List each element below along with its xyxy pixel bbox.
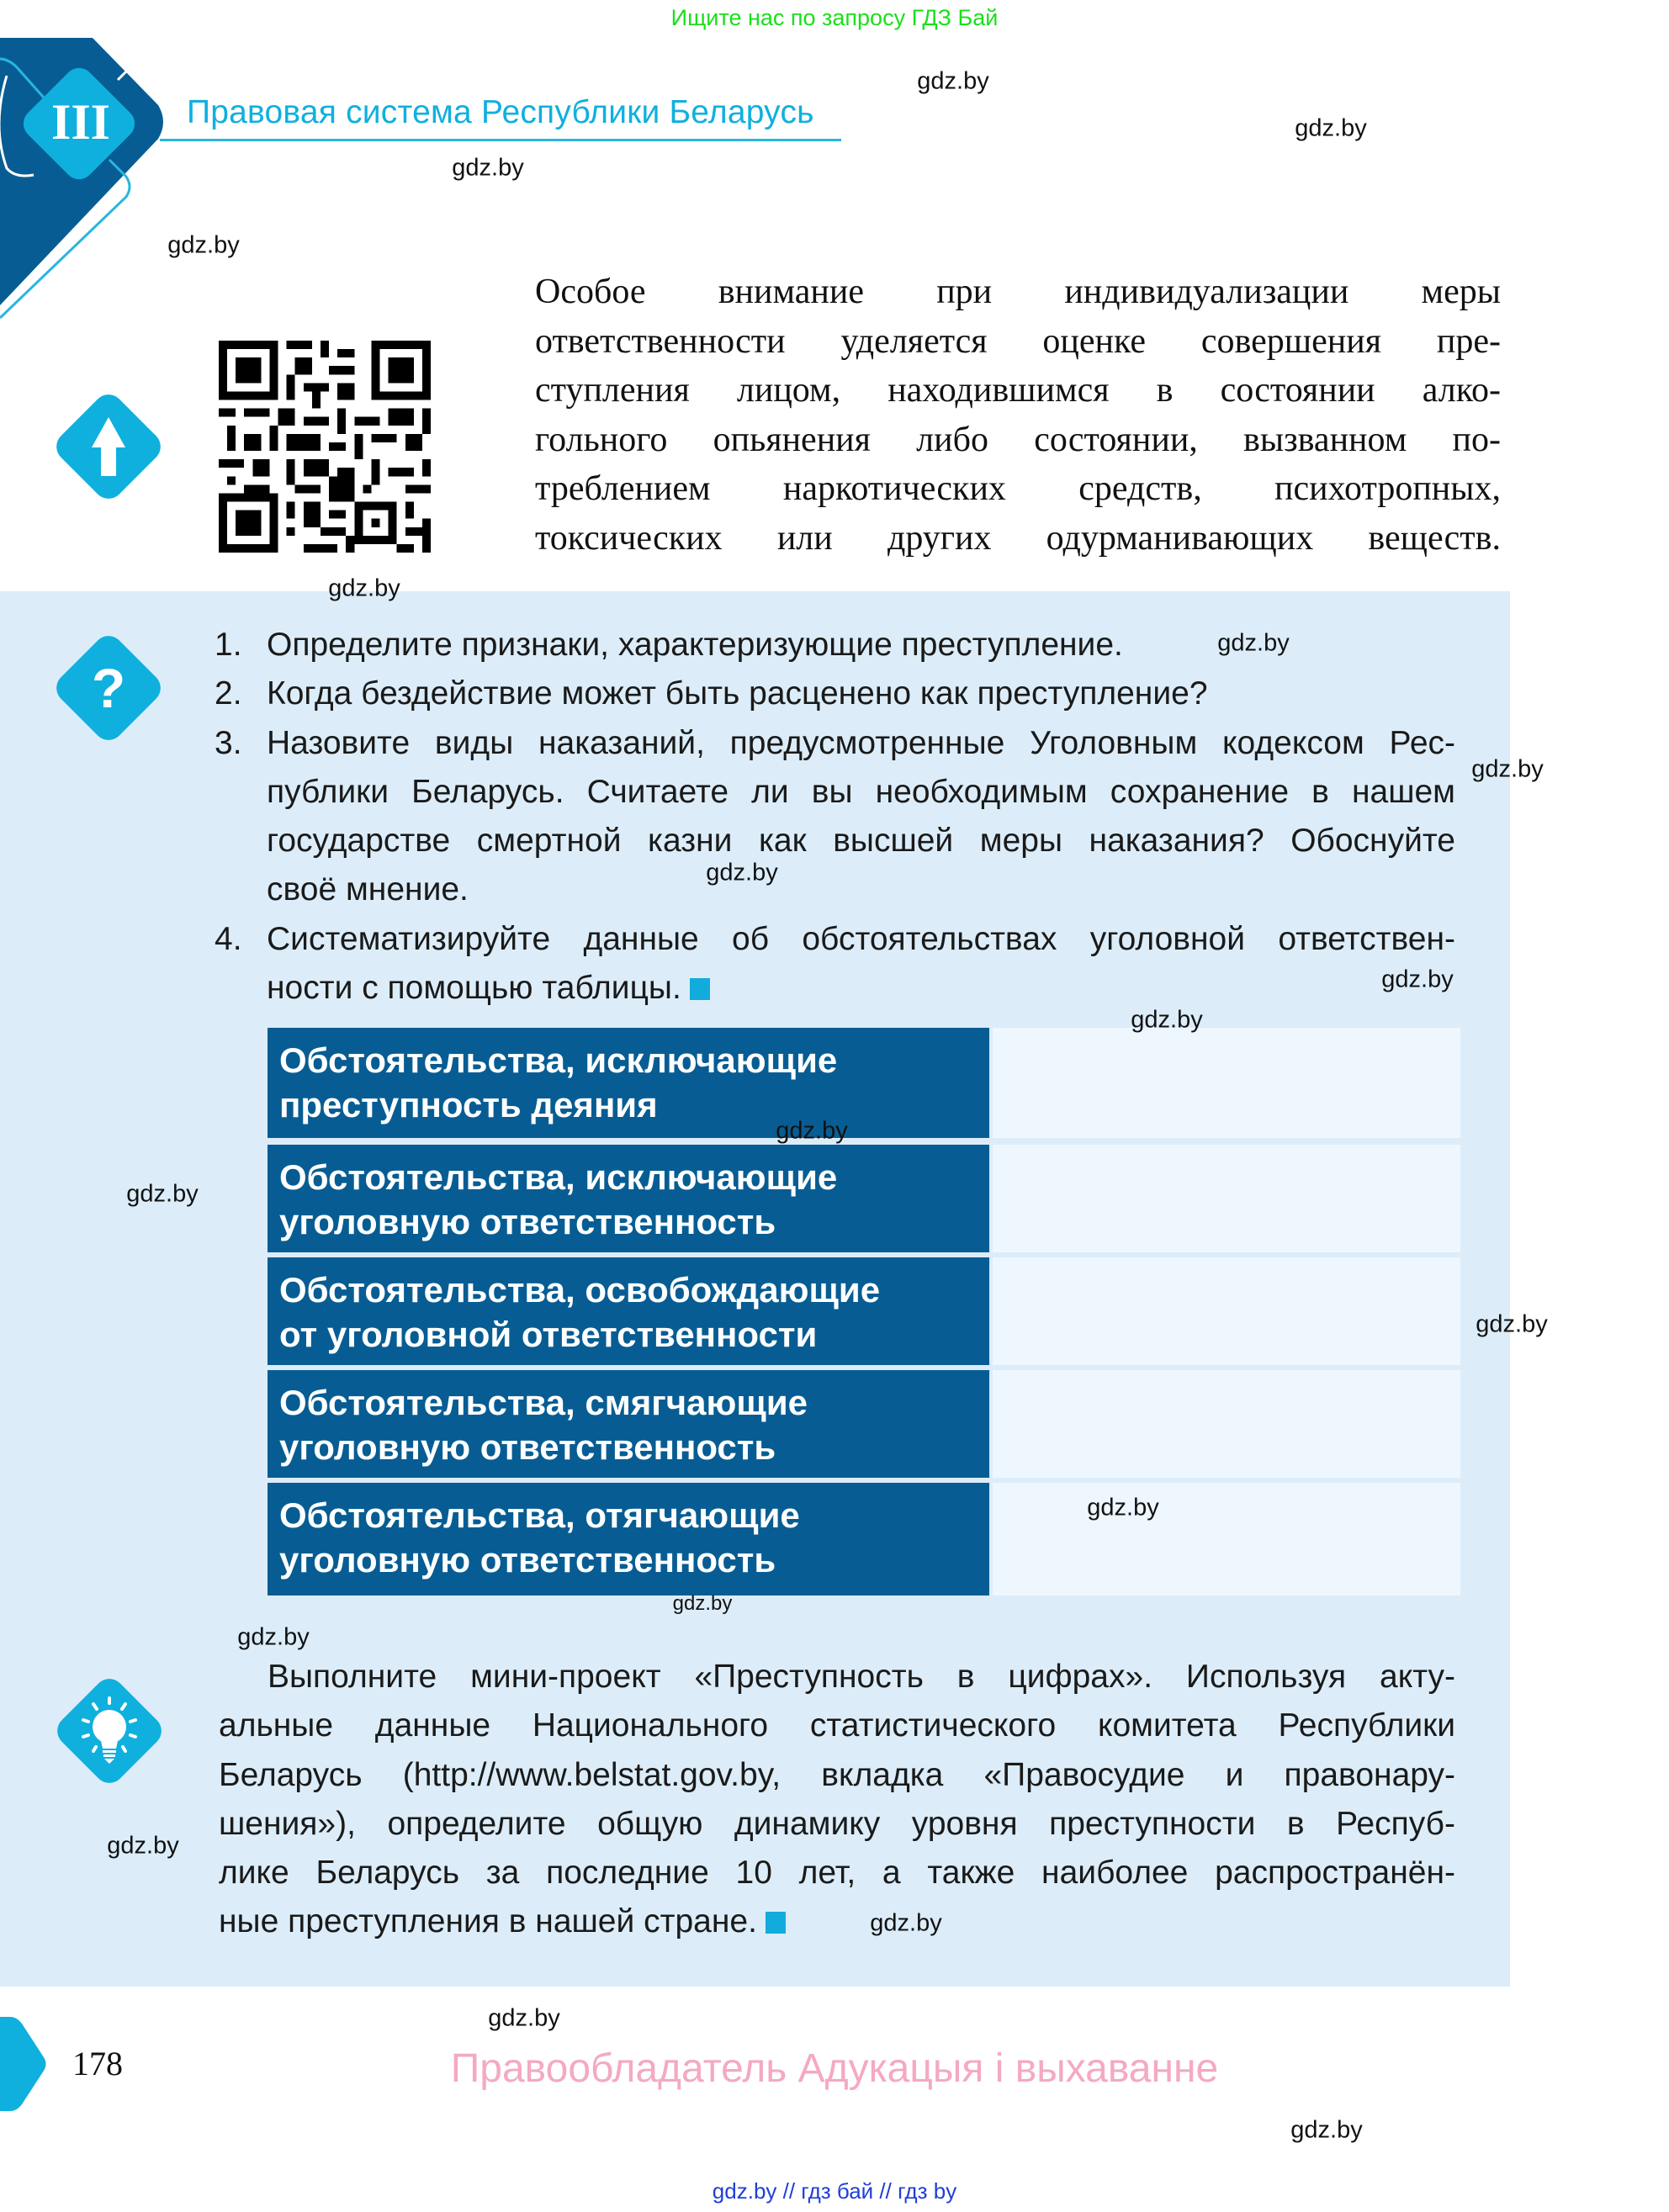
project-line: Беларусь (http://www.belstat.gov.by, вкладка «Правосудие и правонару- (219, 1756, 1455, 1793)
watermark: gdz.by (488, 2004, 560, 2032)
project-line: ные преступления в нашей стране. (219, 1903, 757, 1940)
question-item (215, 719, 1455, 915)
watermark: gdz.by (1290, 2116, 1363, 2144)
svg-text:?: ? (91, 657, 126, 719)
watermark: gdz.by (1217, 629, 1290, 657)
question-number: 4. (215, 920, 242, 957)
watermark: gdz.by (167, 231, 240, 259)
question-number: 2. (215, 675, 242, 712)
intro-line: треблением наркотических средств, психотропных, (535, 469, 1501, 508)
intro-line: Особое внимание при индивидуализации меры (535, 273, 1501, 311)
watermark: gdz.by (776, 1117, 848, 1145)
watermark: gdz.by (1087, 1494, 1159, 1521)
top-banner: Ищите нас по запросу ГДЗ Бай (670, 5, 999, 30)
question-number: 1. (215, 627, 242, 663)
watermark: gdz.by (126, 1180, 199, 1208)
end-marker-icon (766, 1912, 786, 1934)
end-marker-icon (690, 978, 710, 1000)
project-line: Выполните мини-проект «Преступность в цифрах». Используя акту- (268, 1659, 1455, 1695)
intro-paragraph (535, 267, 1501, 563)
table-row (268, 1370, 1460, 1478)
table-row (268, 1028, 1460, 1138)
project-line: шения»), определите общую динамику уровня преступности в Респуб- (219, 1805, 1455, 1842)
table-row-label: Обстоятельства, исключающие уголовную ответственность (268, 1145, 989, 1252)
intro-line: гольного опьянения либо состоянии, вызванном по- (535, 420, 1501, 459)
chapter-badge (0, 0, 219, 320)
watermark: gdz.by (328, 574, 400, 602)
question-text: Определите признаки, характеризующие преступление. (267, 627, 1123, 663)
bottom-links[interactable]: gdz.by // гдз бай // гдз by (712, 2178, 957, 2204)
watermark: gdz.by (870, 1909, 942, 1937)
qr-code[interactable] (217, 341, 432, 553)
table-row (268, 1483, 1460, 1595)
question-number: 3. (215, 724, 242, 761)
watermark: gdz.by (1295, 114, 1367, 142)
watermark: gdz.by (237, 1623, 310, 1651)
question-text: публики Беларусь. Считаете ли вы необходимым сохранение в нашем (267, 773, 1455, 810)
table-row-answer-cell[interactable] (993, 1028, 1460, 1138)
table-row (268, 1145, 1460, 1252)
watermark: gdz.by (1471, 755, 1544, 783)
question-item (215, 915, 1455, 1013)
watermark: gdz.by (107, 1832, 179, 1860)
question-text: Когда бездействие может быть расценено как преступление? (267, 675, 1208, 712)
watermark: gdz.by (706, 859, 778, 886)
table-row-label: Обстоятельства, отягчающие уголовную ответственность (268, 1483, 989, 1595)
questions-list (215, 621, 1455, 1013)
question-text: Систематизируйте данные об обстоятельствах уголовной ответствен- (267, 920, 1455, 957)
intro-line: токсических или других одурманивающих веществ. (535, 518, 1501, 558)
watermark: gdz.by (1476, 1310, 1548, 1338)
up-arrow-icon (47, 385, 170, 508)
watermark: gdz.by (452, 154, 524, 182)
lightbulb-icon (48, 1670, 171, 1792)
question-item (215, 669, 1455, 718)
table-row-label: Обстоятельства, освобождающие от уголовной ответственности (268, 1257, 989, 1365)
project-line: лике Беларусь за последние 10 лет, а также наиболее распространён- (219, 1855, 1455, 1892)
question-text: своё мнение. (267, 871, 469, 908)
chapter-number: III (50, 94, 111, 150)
intro-line: ступления лицом, находившимся в состоянии алко- (535, 371, 1501, 410)
chapter-title-underline (160, 139, 841, 141)
watermark: gdz.by (672, 1592, 733, 1615)
watermark: gdz.by (917, 67, 989, 95)
mini-project-paragraph (219, 1653, 1455, 1947)
page-number: 178 (72, 2045, 123, 2082)
question-text: государстве смертной казни как высшей меры наказания? Обоснуйте (267, 823, 1455, 860)
question-text: ности с помощью таблицы. (267, 970, 681, 1007)
copyright-notice: Правообладатель Адукацыя і выхаванне (450, 2046, 1219, 2091)
project-line: альные данные Национального статистического комитета Республики (219, 1707, 1455, 1744)
table-row-answer-cell[interactable] (993, 1257, 1460, 1365)
question-text: Назовите виды наказаний, предусмотренные Уголовным кодексом Рес- (267, 724, 1455, 761)
table-row-answer-cell[interactable] (993, 1145, 1460, 1252)
table-row-answer-cell[interactable] (993, 1370, 1460, 1478)
table-row-label: Обстоятельства, смягчающие уголовную ответственность (268, 1370, 989, 1478)
chapter-title: Правовая система Республики Беларусь (187, 94, 814, 130)
table-row (268, 1257, 1460, 1365)
table-row-answer-cell[interactable] (993, 1483, 1460, 1595)
watermark: gdz.by (1381, 966, 1454, 993)
table-row-label: Обстоятельства, исключающие преступность деяния (268, 1028, 989, 1138)
intro-line: ответственности уделяется оценке совершения пре- (535, 321, 1501, 361)
watermark: gdz.by (1131, 1006, 1203, 1034)
question-mark-icon (47, 627, 170, 749)
